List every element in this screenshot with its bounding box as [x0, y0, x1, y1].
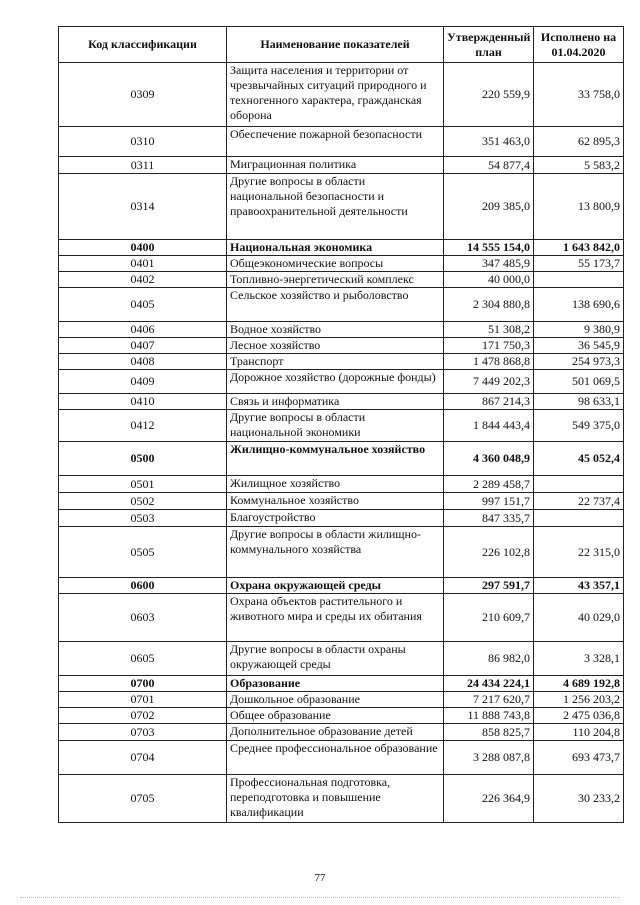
row-done-value: 36 545,9 — [534, 338, 624, 354]
row-plan-value: 40 000,0 — [444, 272, 534, 288]
table-row — [59, 724, 624, 741]
row-done-value: 22 315,0 — [534, 527, 624, 578]
budget-table — [58, 26, 624, 823]
row-done-value: 3 328,1 — [534, 642, 624, 676]
row-name: Профессиональная подготовка, переподготовка и повышение квалификации — [227, 775, 444, 823]
row-done-value: 501 069,5 — [534, 370, 624, 394]
row-name: Другие вопросы в области национальной безопасности и правоохранительной деятельности — [227, 174, 444, 240]
table-row — [59, 493, 624, 510]
row-name: Другие вопросы в области жилищно-коммунального хозяйства — [227, 527, 444, 578]
row-done-value — [534, 272, 624, 288]
row-name: Охрана объектов растительного и животного мира и среды их обитания — [227, 594, 444, 642]
row-plan-value: 210 609,7 — [444, 594, 534, 642]
table-row — [59, 527, 624, 578]
row-plan-value: 226 102,8 — [444, 527, 534, 578]
row-plan-value: 347 485,9 — [444, 256, 534, 272]
row-code: 0703 — [59, 724, 227, 741]
header-name: Наименование показателей — [227, 27, 444, 63]
row-done-value: 549 375,0 — [534, 410, 624, 442]
row-code: 0701 — [59, 692, 227, 708]
row-name: Защита населения и территории от чрезвычайных ситуаций природного и техногенного характера, гражданская оборона — [227, 63, 444, 127]
row-done-value: 2 475 036,8 — [534, 708, 624, 724]
row-name: Дорожное хозяйство (дорожные фонды) — [227, 370, 444, 394]
table-row — [59, 741, 624, 775]
table-row — [59, 63, 624, 127]
table-row — [59, 338, 624, 354]
table-row — [59, 708, 624, 724]
table-row — [59, 594, 624, 642]
table-row — [59, 127, 624, 157]
row-plan-value: 51 308,2 — [444, 322, 534, 338]
page-number: 77 — [314, 872, 326, 884]
row-name: Дошкольное образование — [227, 692, 444, 708]
row-plan-value: 24 434 224,1 — [444, 676, 534, 692]
row-code: 0409 — [59, 370, 227, 394]
row-done-value: 138 690,6 — [534, 288, 624, 322]
row-done-value — [534, 510, 624, 527]
row-done-value: 5 583,2 — [534, 157, 624, 174]
row-code: 0314 — [59, 174, 227, 240]
row-plan-value: 86 982,0 — [444, 642, 534, 676]
row-done-value — [534, 476, 624, 493]
row-code: 0502 — [59, 493, 227, 510]
table-row — [59, 370, 624, 394]
row-code: 0402 — [59, 272, 227, 288]
row-done-value: 62 895,3 — [534, 127, 624, 157]
row-done-value: 33 758,0 — [534, 63, 624, 127]
table-row — [59, 272, 624, 288]
row-name: Миграционная политика — [227, 157, 444, 174]
row-name: Обеспечение пожарной безопасности — [227, 127, 444, 157]
row-plan-value: 14 555 154,0 — [444, 240, 534, 256]
row-name: Образование — [227, 676, 444, 692]
row-plan-value: 1 478 868,8 — [444, 354, 534, 370]
table-row — [59, 322, 624, 338]
row-code: 0406 — [59, 322, 227, 338]
row-plan-value: 2 304 880,8 — [444, 288, 534, 322]
row-code: 0500 — [59, 442, 227, 476]
row-plan-value: 4 360 048,9 — [444, 442, 534, 476]
row-code: 0705 — [59, 775, 227, 823]
row-code: 0408 — [59, 354, 227, 370]
row-name: Среднее профессиональное образование — [227, 741, 444, 775]
row-code: 0412 — [59, 410, 227, 442]
row-plan-value: 2 289 458,7 — [444, 476, 534, 493]
row-code: 0311 — [59, 157, 227, 174]
row-plan-value: 220 559,9 — [444, 63, 534, 127]
row-plan-value: 54 877,4 — [444, 157, 534, 174]
row-done-value: 693 473,7 — [534, 741, 624, 775]
row-plan-value: 867 214,3 — [444, 394, 534, 410]
row-code: 0407 — [59, 338, 227, 354]
row-name: Коммунальное хозяйство — [227, 493, 444, 510]
table-row — [59, 354, 624, 370]
row-code: 0400 — [59, 240, 227, 256]
row-name: Жилищное хозяйство — [227, 476, 444, 493]
row-done-value: 4 689 192,8 — [534, 676, 624, 692]
row-code: 0405 — [59, 288, 227, 322]
row-name: Лесное хозяйство — [227, 338, 444, 354]
row-plan-value: 297 591,7 — [444, 578, 534, 594]
table-row — [59, 642, 624, 676]
table-row — [59, 256, 624, 272]
row-plan-value: 209 385,0 — [444, 174, 534, 240]
row-done-value: 98 633,1 — [534, 394, 624, 410]
header-done: Исполнено на 01.04.2020 — [534, 27, 624, 63]
row-name: Благоустройство — [227, 510, 444, 527]
table-row — [59, 288, 624, 322]
table-row — [59, 476, 624, 493]
row-plan-value: 7 449 202,3 — [444, 370, 534, 394]
row-plan-value: 3 288 087,8 — [444, 741, 534, 775]
row-done-value: 1 256 203,2 — [534, 692, 624, 708]
row-done-value: 43 357,1 — [534, 578, 624, 594]
row-code: 0603 — [59, 594, 227, 642]
row-done-value: 30 233,2 — [534, 775, 624, 823]
row-name: Другие вопросы в области национальной экономики — [227, 410, 444, 442]
row-name: Связь и информатика — [227, 394, 444, 410]
row-code: 0704 — [59, 741, 227, 775]
row-code: 0503 — [59, 510, 227, 527]
table-row — [59, 442, 624, 476]
table-row — [59, 510, 624, 527]
row-code: 0700 — [59, 676, 227, 692]
table-row — [59, 394, 624, 410]
row-code: 0401 — [59, 256, 227, 272]
row-name: Топливно-энергетический комплекс — [227, 272, 444, 288]
table-row — [59, 676, 624, 692]
row-name: Дополнительное образование детей — [227, 724, 444, 741]
row-plan-value: 847 335,7 — [444, 510, 534, 527]
table-row — [59, 157, 624, 174]
table-body — [59, 63, 624, 823]
row-done-value: 254 973,3 — [534, 354, 624, 370]
row-plan-value: 7 217 620,7 — [444, 692, 534, 708]
row-done-value: 22 737,4 — [534, 493, 624, 510]
row-done-value: 1 643 842,0 — [534, 240, 624, 256]
row-plan-value: 1 844 443,4 — [444, 410, 534, 442]
row-name: Охрана окружающей среды — [227, 578, 444, 594]
row-plan-value: 858 825,7 — [444, 724, 534, 741]
row-name: Сельское хозяйство и рыболовство — [227, 288, 444, 322]
row-code: 0410 — [59, 394, 227, 410]
row-code: 0605 — [59, 642, 227, 676]
table-row — [59, 410, 624, 442]
row-code: 0505 — [59, 527, 227, 578]
row-name: Водное хозяйство — [227, 322, 444, 338]
table-header-row — [59, 27, 624, 63]
header-code: Код классификации — [59, 27, 227, 63]
row-code: 0600 — [59, 578, 227, 594]
row-name: Общеэкономические вопросы — [227, 256, 444, 272]
row-done-value: 55 173,7 — [534, 256, 624, 272]
table-row — [59, 775, 624, 823]
row-done-value: 110 204,8 — [534, 724, 624, 741]
table-row — [59, 174, 624, 240]
scan-artifact-line — [20, 897, 620, 899]
row-done-value: 40 029,0 — [534, 594, 624, 642]
row-plan-value: 351 463,0 — [444, 127, 534, 157]
row-code: 0702 — [59, 708, 227, 724]
header-plan: Утвержденный план — [444, 27, 534, 63]
row-done-value: 9 380,9 — [534, 322, 624, 338]
row-plan-value: 997 151,7 — [444, 493, 534, 510]
row-plan-value: 171 750,3 — [444, 338, 534, 354]
row-name: Транспорт — [227, 354, 444, 370]
row-code: 0309 — [59, 63, 227, 127]
row-name: Общее образование — [227, 708, 444, 724]
table-row — [59, 692, 624, 708]
row-name: Другие вопросы в области охраны окружающей среды — [227, 642, 444, 676]
row-plan-value: 226 364,9 — [444, 775, 534, 823]
row-done-value: 45 052,4 — [534, 442, 624, 476]
row-name: Национальная экономика — [227, 240, 444, 256]
row-plan-value: 11 888 743,8 — [444, 708, 534, 724]
row-name: Жилищно-коммунальное хозяйство — [227, 442, 444, 476]
row-code: 0501 — [59, 476, 227, 493]
row-code: 0310 — [59, 127, 227, 157]
table-row — [59, 240, 624, 256]
table-row — [59, 578, 624, 594]
row-done-value: 13 800,9 — [534, 174, 624, 240]
